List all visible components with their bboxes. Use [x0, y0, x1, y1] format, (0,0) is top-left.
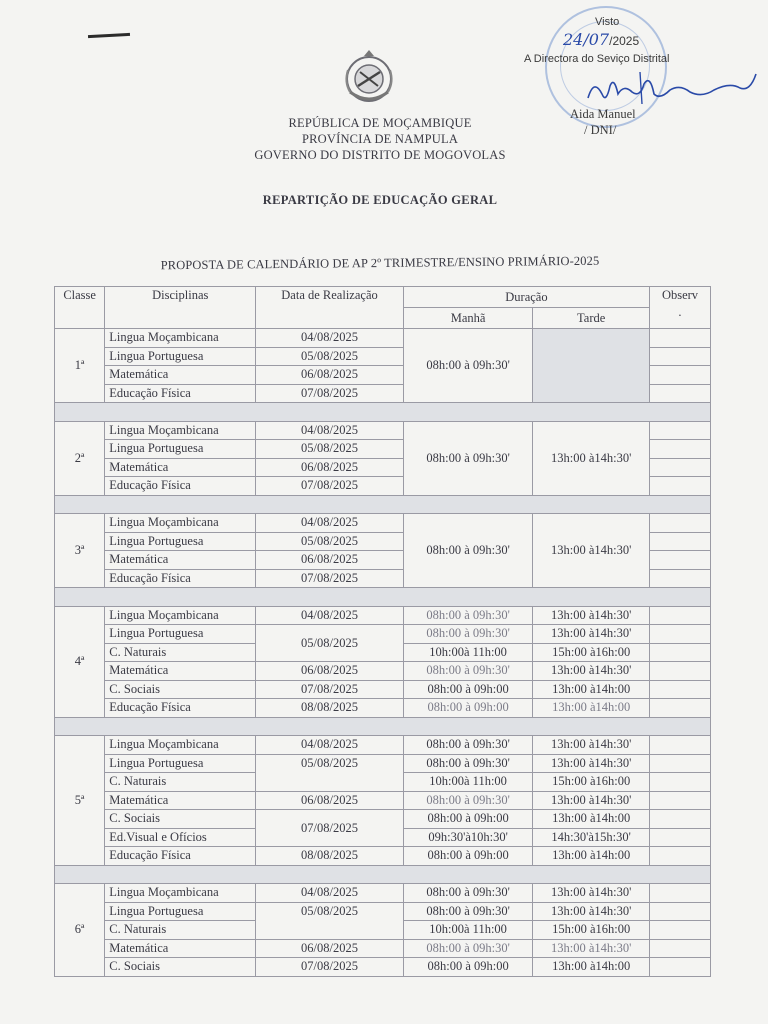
visto-label: Visto	[595, 16, 620, 28]
table-row	[55, 680, 711, 699]
signatory-dni: / DNI/	[584, 123, 617, 137]
obs-cell	[649, 902, 710, 921]
header-tarde: Tarde	[533, 308, 650, 329]
data-cell: 05/08/2025	[256, 440, 404, 459]
classe-cell: 5ª	[55, 736, 105, 866]
obs-cell	[649, 662, 710, 681]
department-title: REPARTIÇÃO DE EDUCAÇÃO GERAL	[262, 193, 498, 207]
obs-cell	[649, 810, 710, 829]
data-cell: 06/08/2025	[256, 366, 404, 385]
obs-cell	[649, 514, 710, 533]
obs-cell	[649, 643, 710, 662]
data-cell: 05/08/2025	[256, 625, 404, 662]
obs-cell	[649, 958, 710, 977]
tarde-cell: 13h:00 à14h:30'	[533, 884, 650, 903]
disciplina-cell: Educação Física	[105, 847, 256, 866]
classe-cell: 2ª	[55, 421, 105, 495]
manha-cell: 08h:00 à 09h:00	[403, 958, 532, 977]
table-row	[55, 606, 711, 625]
disciplina-cell: Lingua Moçambicana	[105, 736, 256, 755]
tarde-cell: 13h:00 à14h:00	[533, 810, 650, 829]
disciplina-cell: Lingua Moçambicana	[105, 606, 256, 625]
data-cell: 05/08/2025	[256, 754, 404, 791]
obs-cell	[649, 347, 710, 366]
tarde-cell: 15h:00 à16h:00	[533, 921, 650, 940]
disciplina-cell: Matemática	[105, 551, 256, 570]
header-manha: Manhã	[403, 308, 532, 329]
data-cell: 06/08/2025	[256, 458, 404, 477]
manha-cell: 10h:00à 11h:00	[403, 643, 532, 662]
manha-cell: 08h:00 à 09h:30'	[403, 606, 532, 625]
obs-cell	[649, 440, 710, 459]
obs-cell	[649, 736, 710, 755]
tarde-cell: 13h:00 à14h:30'	[533, 514, 650, 588]
disciplina-cell: C. Sociais	[105, 958, 256, 977]
tarde-cell: 13h:00 à14h:30'	[533, 421, 650, 495]
disciplina-cell: Lingua Portuguesa	[105, 902, 256, 921]
classe-cell: 1ª	[55, 329, 105, 403]
data-cell: 04/08/2025	[256, 514, 404, 533]
government-header	[200, 116, 560, 164]
separator-row	[55, 865, 711, 884]
data-cell: 07/08/2025	[256, 958, 404, 977]
separator-row	[55, 495, 711, 514]
header-province: PROVÍNCIA DE NAMPULA	[301, 132, 459, 146]
tarde-cell: 14h:30'à15h:30'	[533, 828, 650, 847]
tarde-cell: 13h:00 à14h:00	[533, 680, 650, 699]
data-cell: 06/08/2025	[256, 939, 404, 958]
manha-cell: 08h:00 à 09h:30'	[403, 625, 532, 644]
separator-row	[55, 403, 711, 422]
tarde-cell: 15h:00 à16h:00	[533, 643, 650, 662]
tarde-cell: 13h:00 à14h:30'	[533, 625, 650, 644]
disciplina-cell: C. Sociais	[105, 680, 256, 699]
disciplina-cell: Matemática	[105, 939, 256, 958]
data-cell: 07/08/2025	[256, 680, 404, 699]
disciplina-cell: Educação Física	[105, 477, 256, 496]
header-classe: Classe	[55, 287, 105, 329]
disciplina-cell: C. Naturais	[105, 773, 256, 792]
manha-cell: 10h:00à 11h:00	[403, 773, 532, 792]
table-row	[55, 791, 711, 810]
manha-cell: 08h:00 à 09h:00	[403, 810, 532, 829]
disciplina-cell: Educação Física	[105, 384, 256, 403]
header-data: Data de Realização	[256, 287, 404, 329]
table-row	[55, 939, 711, 958]
data-cell: 04/08/2025	[256, 606, 404, 625]
disciplina-cell: Educação Física	[105, 569, 256, 588]
visto-date-handwritten: 24/07	[563, 30, 610, 49]
tarde-cell: 13h:00 à14h:00	[533, 847, 650, 866]
manha-cell: 08h:00 à 09h:30'	[403, 736, 532, 755]
obs-cell	[649, 458, 710, 477]
disciplina-cell: Lingua Portuguesa	[105, 754, 256, 773]
data-cell: 06/08/2025	[256, 791, 404, 810]
disciplina-cell: Lingua Portuguesa	[105, 625, 256, 644]
pen-mark	[88, 33, 130, 38]
separator-row	[55, 717, 711, 736]
disciplina-cell: Matemática	[105, 791, 256, 810]
manha-cell: 10h:00à 11h:00	[403, 921, 532, 940]
obs-cell	[649, 625, 710, 644]
manha-cell: 08h:00 à 09h:30'	[403, 884, 532, 903]
disciplina-cell: Educação Física	[105, 699, 256, 718]
table-row	[55, 421, 711, 440]
manha-cell: 08h:00 à 09h:30'	[403, 939, 532, 958]
tarde-cell: 13h:00 à14h:00	[533, 699, 650, 718]
table-row	[55, 699, 711, 718]
obs-cell	[649, 847, 710, 866]
directora-label: A Directora do Seviço Distrital	[524, 53, 670, 65]
data-cell: 07/08/2025	[256, 477, 404, 496]
data-cell: 04/08/2025	[256, 421, 404, 440]
disciplina-cell: C. Naturais	[105, 643, 256, 662]
table-row	[55, 329, 711, 348]
obs-cell	[649, 551, 710, 570]
header-disciplinas: Disciplinas	[105, 287, 256, 329]
obs-cell	[649, 754, 710, 773]
obs-cell	[649, 477, 710, 496]
table-row	[55, 810, 711, 829]
obs-cell	[649, 699, 710, 718]
table-row	[55, 958, 711, 977]
tarde-cell: 13h:00 à14h:30'	[533, 939, 650, 958]
data-cell: 04/08/2025	[256, 736, 404, 755]
table-row	[55, 514, 711, 533]
tarde-cell: 13h:00 à14h:30'	[533, 606, 650, 625]
table-header-row	[55, 287, 711, 308]
obs-cell	[649, 421, 710, 440]
obs-cell	[649, 532, 710, 551]
table-row	[55, 754, 711, 773]
disciplina-cell: Lingua Portuguesa	[105, 440, 256, 459]
obs-cell	[649, 384, 710, 403]
disciplina-cell: Lingua Portuguesa	[105, 347, 256, 366]
classe-cell: 3ª	[55, 514, 105, 588]
obs-cell	[649, 680, 710, 699]
header-observ-dot: .	[678, 305, 682, 319]
tarde-cell: 13h:00 à14h:30'	[533, 662, 650, 681]
tarde-cell: 15h:00 à16h:00	[533, 773, 650, 792]
tarde-cell: 13h:00 à14h:00	[533, 958, 650, 977]
visto-date	[563, 30, 639, 49]
data-cell: 04/08/2025	[256, 884, 404, 903]
obs-cell	[649, 939, 710, 958]
obs-cell	[649, 569, 710, 588]
data-cell: 05/08/2025	[256, 902, 404, 939]
obs-cell	[649, 884, 710, 903]
manha-cell: 08h:00 à 09h:30'	[403, 329, 532, 403]
data-cell: 07/08/2025	[256, 810, 404, 847]
manha-cell: 08h:00 à 09h:30'	[403, 754, 532, 773]
disciplina-cell: Matemática	[105, 662, 256, 681]
table-row	[55, 662, 711, 681]
manha-cell: 08h:00 à 09h:30'	[403, 662, 532, 681]
tarde-cell: 13h:00 à14h:30'	[533, 791, 650, 810]
disciplina-cell: C. Naturais	[105, 921, 256, 940]
manha-cell: 08h:00 à 09h:30'	[403, 514, 532, 588]
tarde-cell: 13h:00 à14h:30'	[533, 902, 650, 921]
data-cell: 05/08/2025	[256, 347, 404, 366]
data-cell: 07/08/2025	[256, 384, 404, 403]
data-cell: 04/08/2025	[256, 329, 404, 348]
header-duracao: Duração	[403, 287, 649, 308]
manha-cell: 08h:00 à 09h:30'	[403, 902, 532, 921]
data-cell: 08/08/2025	[256, 847, 404, 866]
header-observ-text: Observ	[661, 288, 699, 302]
data-cell: 06/08/2025	[256, 662, 404, 681]
obs-cell	[649, 791, 710, 810]
table-row	[55, 736, 711, 755]
manha-cell: 09h:30'à10h:30'	[403, 828, 532, 847]
header-republic: REPÚBLICA DE MOÇAMBIQUE	[288, 116, 472, 130]
obs-cell	[649, 366, 710, 385]
calendar-table	[54, 286, 711, 977]
separator-row	[55, 588, 711, 607]
disciplina-cell: Lingua Moçambicana	[105, 514, 256, 533]
disciplina-cell: Lingua Portuguesa	[105, 532, 256, 551]
data-cell: 06/08/2025	[256, 551, 404, 570]
signatory-name: Aida Manuel	[570, 107, 636, 121]
manha-cell: 08h:00 à 09h:00	[403, 699, 532, 718]
data-cell: 05/08/2025	[256, 532, 404, 551]
obs-cell	[649, 921, 710, 940]
classe-cell: 4ª	[55, 606, 105, 717]
data-cell: 07/08/2025	[256, 569, 404, 588]
disciplina-cell: Matemática	[105, 458, 256, 477]
manha-cell: 08h:00 à 09h:30'	[403, 791, 532, 810]
obs-cell	[649, 606, 710, 625]
table-row	[55, 884, 711, 903]
manha-cell: 08h:00 à 09h:00	[403, 680, 532, 699]
obs-cell	[649, 773, 710, 792]
header-observ	[649, 287, 710, 329]
national-emblem-icon	[338, 46, 400, 108]
disciplina-cell: Matemática	[105, 366, 256, 385]
header-district: GOVERNO DO DISTRITO DE MOGOVOLAS	[254, 148, 506, 162]
obs-cell	[649, 828, 710, 847]
tarde-cell: 13h:00 à14h:30'	[533, 736, 650, 755]
disciplina-cell: Lingua Moçambicana	[105, 329, 256, 348]
disciplina-cell: Lingua Moçambicana	[105, 421, 256, 440]
manha-cell: 08h:00 à 09h:30'	[403, 421, 532, 495]
table-row	[55, 847, 711, 866]
classe-cell: 6ª	[55, 884, 105, 977]
table-row	[55, 625, 711, 644]
tarde-cell-shaded	[533, 329, 650, 403]
disciplina-cell: Ed.Visual e Ofícios	[105, 828, 256, 847]
table-row	[55, 902, 711, 921]
disciplina-cell: C. Sociais	[105, 810, 256, 829]
obs-cell	[649, 329, 710, 348]
tarde-cell: 13h:00 à14h:30'	[533, 754, 650, 773]
visto-date-year: /2025	[609, 34, 640, 48]
data-cell: 08/08/2025	[256, 699, 404, 718]
disciplina-cell: Lingua Moçambicana	[105, 884, 256, 903]
manha-cell: 08h:00 à 09h:00	[403, 847, 532, 866]
document-title: PROPOSTA DE CALENDÁRIO DE AP 2º TRIMESTRE/ENSINO PRIMÁRIO-2025	[160, 253, 600, 273]
